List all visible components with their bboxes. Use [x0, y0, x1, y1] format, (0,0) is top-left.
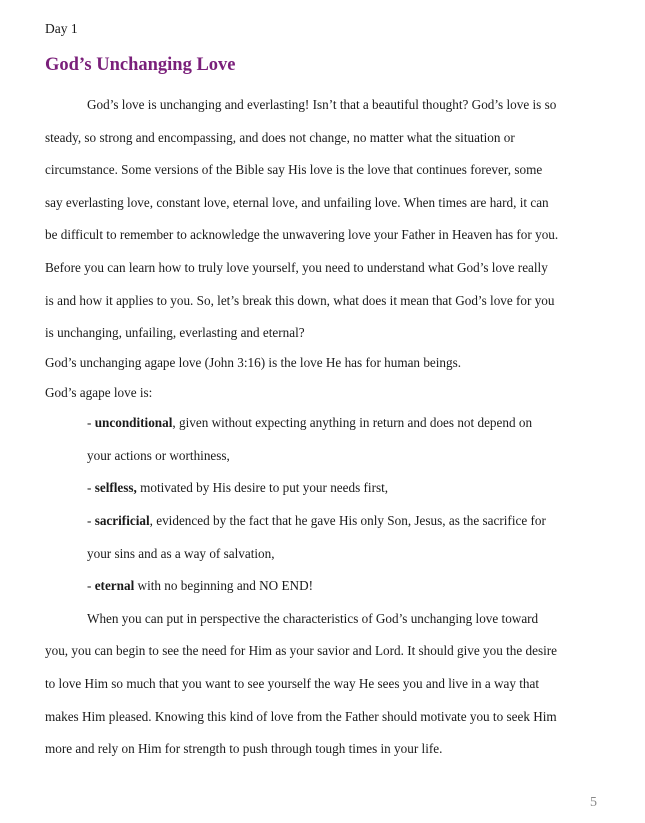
paragraph-line: be difficult to remember to acknowledge the unwavering love your Father in Heaven has for you.: [45, 227, 559, 243]
page-title: God’s Unchanging Love: [45, 55, 236, 75]
list-term: sacrificial: [94, 512, 150, 528]
list-term: eternal: [94, 578, 135, 594]
list-item-continuation: your sins and as a way of salvation,: [87, 545, 275, 561]
paragraph-line: is unchanging, unfailing, everlasting and eternal?: [45, 325, 305, 341]
list-item: - selfless, motivated by His desire to put your needs first,: [87, 480, 389, 496]
list-item: - sacrificial, evidenced by the fact that he gave His only Son, Jesus, as the sacrifice for: [87, 512, 546, 528]
agape-intro: God’s agape love is:: [45, 385, 153, 401]
paragraph-line: say everlasting love, constant love, eternal love, and unfailing love. When times are hard, it can: [45, 194, 549, 210]
paragraph-line: When you can put in perspective the characteristics of God’s unchanging love toward: [87, 610, 539, 626]
paragraph-line: makes Him pleased. Knowing this kind of love from the Father should motivate you to seek Him: [45, 708, 557, 724]
paragraph-line: God’s love is unchanging and everlasting! Isn’t that a beautiful thought? God’s love is so: [87, 97, 557, 112]
list-term: unconditional: [94, 415, 173, 431]
paragraph-line: Before you can learn how to truly love yourself, you need to understand what God’s love really: [45, 259, 548, 275]
agape-statement: God’s unchanging agape love (John 3:16) is the love He has for human beings.: [45, 355, 462, 371]
list-item: - unconditional, given without expecting anything in return and does not depend on: [87, 415, 533, 431]
body-text: [45, 92, 605, 769]
list-item-continuation: your actions or worthiness,: [87, 447, 230, 463]
page-number: 5: [590, 795, 597, 810]
list-term: selfless,: [94, 480, 137, 496]
paragraph-line: circumstance. Some versions of the Bible say His love is the love that continues forever, some: [45, 162, 543, 178]
paragraph-line: you, you can begin to see the need for Him as your savior and Lord. It should give you the desire: [45, 643, 557, 659]
paragraph-line: steady, so strong and encompassing, and does not change, no matter what the situation or: [45, 129, 515, 145]
paragraph-line: is and how it applies to you. So, let’s break this down, what does it mean that God’s love for you: [45, 292, 555, 308]
paragraph-line: more and rely on Him for strength to push through tough times in your life.: [45, 741, 443, 757]
list-item: - eternal with no beginning and NO END!: [87, 578, 313, 594]
paragraph-line: to love Him so much that you want to see yourself the way He sees you and live in a way that: [45, 675, 540, 691]
day-label: Day 1: [45, 21, 78, 36]
